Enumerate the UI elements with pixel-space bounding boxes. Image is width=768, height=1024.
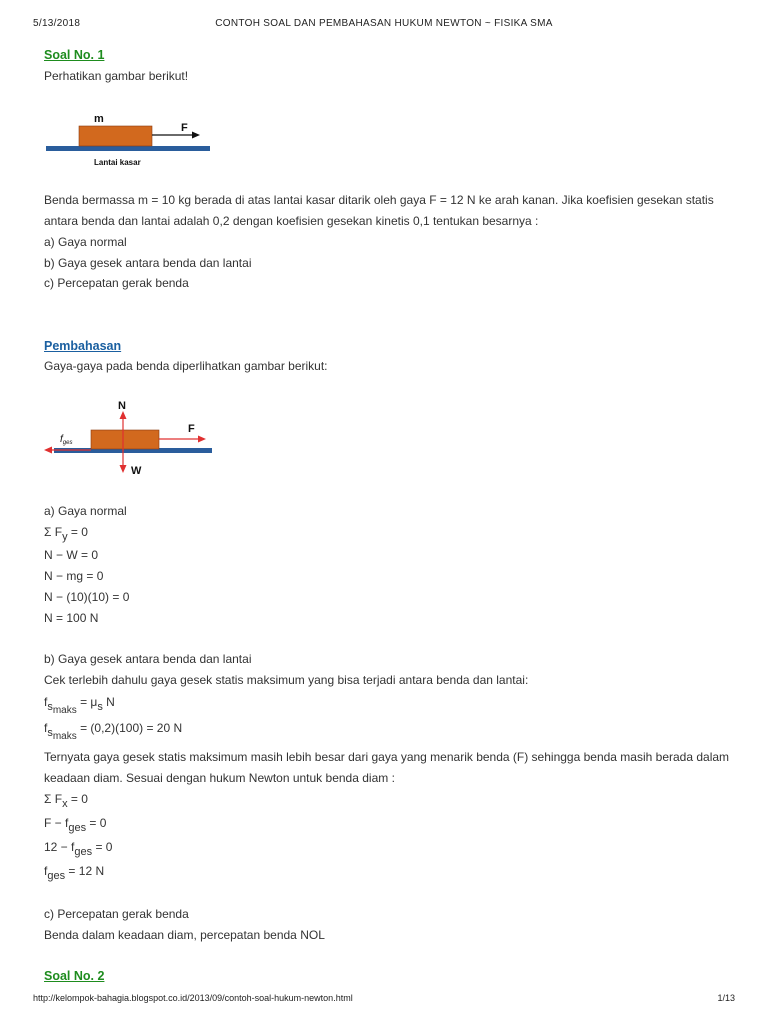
soal-1-heading: Soal No. 1 [44, 48, 105, 62]
block-m [79, 126, 152, 146]
part-a-line: N − mg = 0 [44, 569, 104, 583]
part-b-check: Cek terlebih dahulu gaya gesek statis maksimum yang bisa terjadi antara benda dan lantai: [44, 673, 529, 687]
mass-label: m [94, 113, 104, 125]
figure-block-on-rough-floor [44, 108, 214, 168]
weight-label: W [131, 465, 142, 477]
force-arrowhead [198, 436, 206, 443]
part-b-eq: $12 - f_{ges} = 0$ [44, 840, 113, 858]
part-a-eq-sum: Σ $F_y = 0$ [44, 525, 88, 543]
pembahasan-intro: Gaya-gaya pada benda diperlihatkan gambar berikut: [44, 359, 328, 373]
part-b-fs-value: $f_{smaks} = (0,2)(100) = 20$ N [44, 721, 183, 742]
floor-label: Lantai kasar [94, 158, 141, 167]
print-date: 5/13/2018 [33, 18, 81, 29]
footer-url[interactable]: http://kelompok-bahagia.blogspot.co.id/2013/09/contoh-soal-hukum-newton.html [33, 993, 353, 1003]
soal-1-problem: Benda bermassa m = 10 kg berada di atas lantai kasar ditarik oleh gaya F = 12 N ke arah kanan. Jika koefisien gesekan statis antara benda dan lantai adalah 0,2 dengan koefisien gesekan kinetis 0,1 tentukan besarnya : [44, 193, 714, 228]
force-label: F [188, 423, 195, 435]
floor-bar [46, 146, 210, 151]
part-c-answer: Benda dalam keadaan diam, percepatan benda NOL [44, 928, 325, 942]
soal-1-intro: Perhatikan gambar berikut! [44, 69, 189, 83]
part-c-title: c) Percepatan gerak benda [44, 907, 189, 921]
soal-1-question-a: a) Gaya normal [44, 235, 127, 249]
page-title: CONTOH SOAL DAN PEMBAHASAN HUKUM NEWTON ~ FISIKA SMA [215, 18, 553, 29]
friction-arrowhead [44, 447, 52, 454]
normal-label: N [118, 400, 126, 412]
soal-1-question-b: b) Gaya gesek antara benda dan lantai [44, 256, 252, 270]
part-b-explanation: Ternyata gaya gesek statis maksimum masih lebih besar dari gaya yang menarik benda (F) sehingga benda masih berada dalam keadaan diam. Sesuai dengan hukum Newton untuk benda diam : [44, 750, 730, 785]
page-number: 1/13 [717, 993, 735, 1003]
part-a-line: N − (10)(10) = 0 [44, 590, 130, 604]
normal-force-arrowhead [120, 411, 127, 419]
friction-label: $f_{ges}$ [60, 434, 73, 446]
part-a-line: N = 100 N [44, 611, 99, 625]
block [91, 430, 159, 449]
part-b-eq: $F - f_{ges} = 0$ [44, 816, 107, 834]
pembahasan-heading: Pembahasan [44, 339, 122, 353]
part-a-line: N − W = 0 [44, 548, 99, 562]
part-b-fs-formula: $f_{smaks} = \mu_s$ N [44, 695, 115, 716]
weight-arrowhead [120, 465, 127, 473]
part-b-eq-sum: Σ $F_x = 0$ [44, 792, 88, 810]
figure-force-diagram [40, 396, 220, 480]
soal-2-heading: Soal No. 2 [44, 969, 105, 983]
force-label: F [181, 122, 188, 134]
part-b-title: b) Gaya gesek antara benda dan lantai [44, 652, 252, 666]
force-arrowhead [192, 132, 200, 139]
part-a-title: a) Gaya normal [44, 504, 127, 518]
soal-1-question-c: c) Percepatan gerak benda [44, 276, 189, 290]
part-b-eq: $f_{ges} = 12$ N [44, 864, 105, 882]
